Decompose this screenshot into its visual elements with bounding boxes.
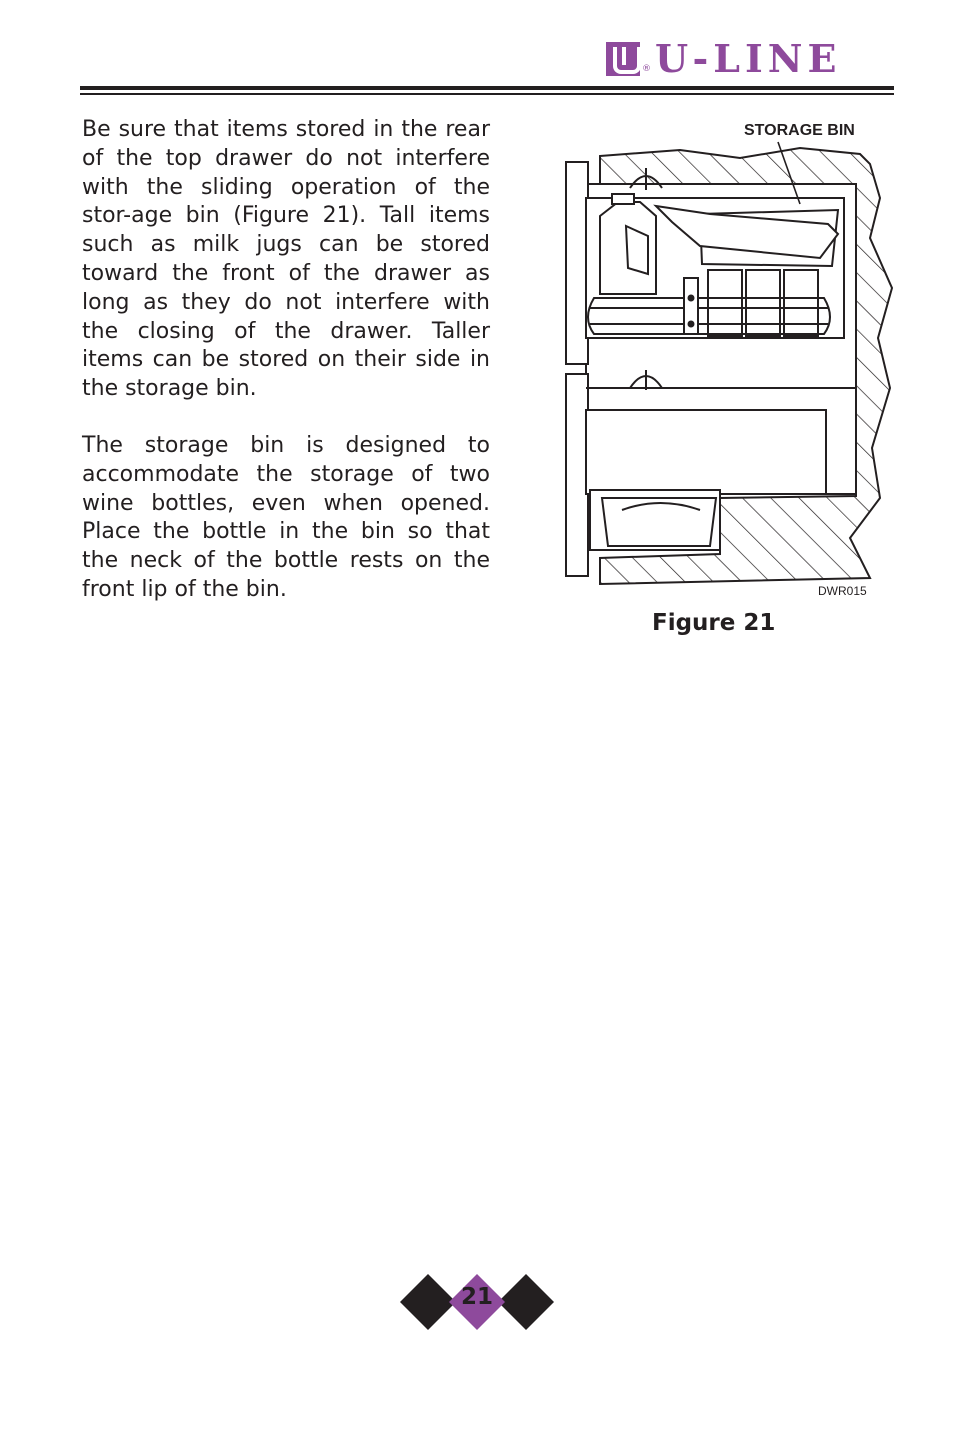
paragraph-storage-items: Be sure that items stored in the rear of the top drawer do not interfere with the sliding operation of the stor-age bin (Figure 21). Tall items such as milk jugs can be stored toward the front of the drawer as long as they do not interfere with the closing of the drawer. Taller items can be stored on their side in the storage bin.: [82, 117, 490, 402]
brand-logo: [606, 36, 842, 81]
drawer-illustration: [560, 118, 900, 618]
page-number: 21: [460, 1284, 493, 1310]
drawing-code: DWR015: [818, 584, 867, 598]
header-rule-thick: [80, 86, 894, 90]
storage-bin-callout: STORAGE BIN: [744, 122, 855, 139]
figure-caption: Figure 21: [652, 610, 776, 636]
uline-logo-icon: [606, 42, 640, 76]
header-rule-thin: [80, 93, 894, 95]
registered-mark: ®: [642, 64, 651, 74]
brand-name: U-LINE: [655, 36, 842, 81]
paragraph-wine-bottles: The storage bin is designed to accommodate the storage of two wine bottles, even when opened. Place the bottle in the bin so that the neck of the bottle rests on the front lip of the bin.: [82, 433, 490, 602]
